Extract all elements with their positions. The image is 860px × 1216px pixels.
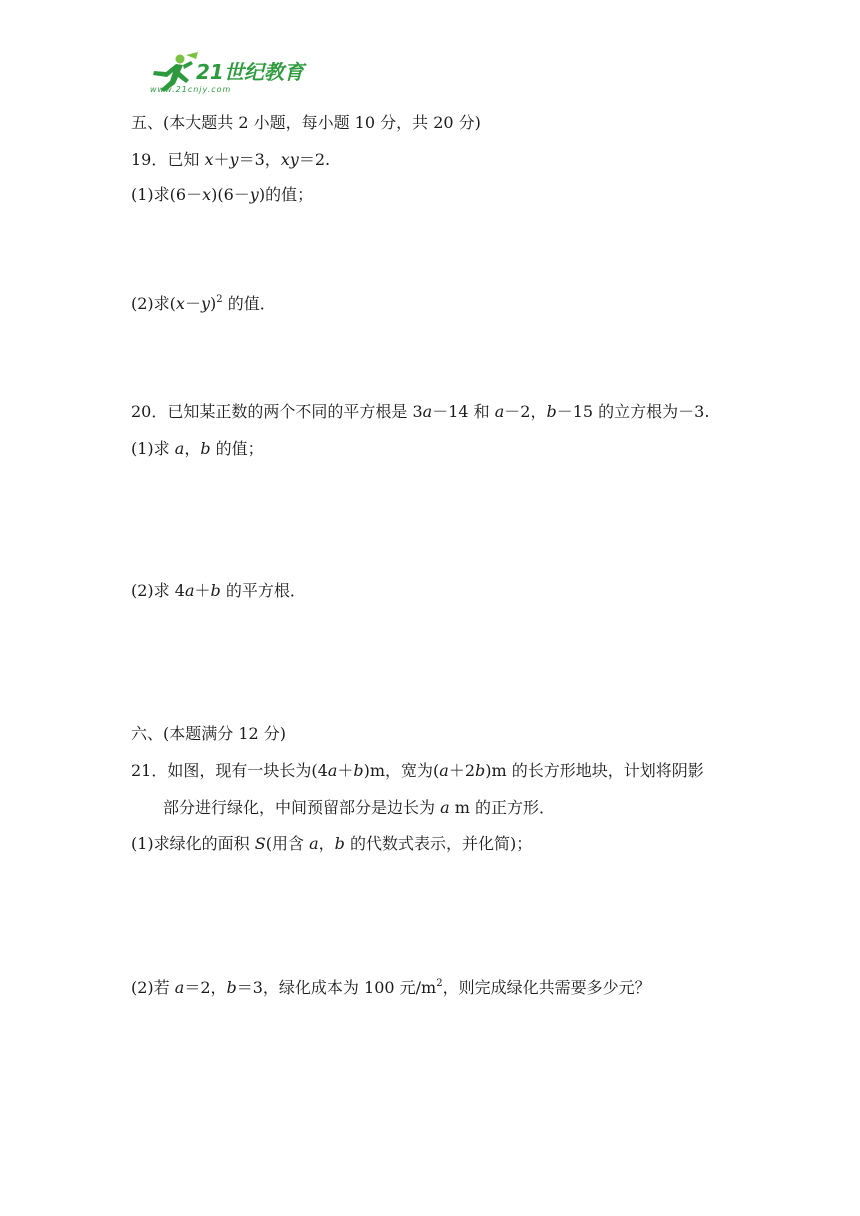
question-21-part-2: (2)若 a＝2，b＝3，绿化成本为 100 元$/m^2$，则完成绿化共需要多少元？ [131, 978, 651, 997]
question-20-part-1: (1)求 a，b 的值； [131, 439, 264, 458]
logo [146, 50, 316, 94]
logo-brand-text: 21世纪教育 [196, 60, 304, 84]
logo-url-text: www.21cnjy.com [150, 85, 232, 94]
question-number: 21． [131, 761, 168, 780]
question-20: 20．已知某正数的两个不同的平方根是 3a－14 和 a－2，b－15 的立方根为－3. [131, 402, 710, 421]
section-6-heading: 六、(本题满分 12 分) [131, 724, 287, 743]
question-number: 20． [131, 402, 168, 421]
section-5-heading: 五、(本大题共 2 小题，每小题 10 分，共 20 分) [131, 113, 481, 132]
question-19-part-1: (1)求(6－x)(6－y)的值； [131, 185, 314, 204]
question-21: 21．如图，现有一块长为(4a＋b)m，宽为(a＋2b)m 的长方形地块，计划将阴影 [131, 761, 704, 780]
question-21-continuation: 部分进行绿化，中间预留部分是边长为 a m 的正方形． [163, 798, 555, 817]
question-21-part-1: (1)求绿化的面积 S(用含 a，b 的代数式表示，并化简)； [131, 834, 533, 853]
question-number: 19． [131, 150, 168, 169]
question-19: 19．已知 x＋y＝3，xy＝2. [131, 150, 331, 169]
question-19-part-2: (2)求$(x-y)^2$ 的值． [131, 294, 276, 313]
question-20-part-2: (2)求 4a＋b 的平方根． [131, 581, 306, 600]
